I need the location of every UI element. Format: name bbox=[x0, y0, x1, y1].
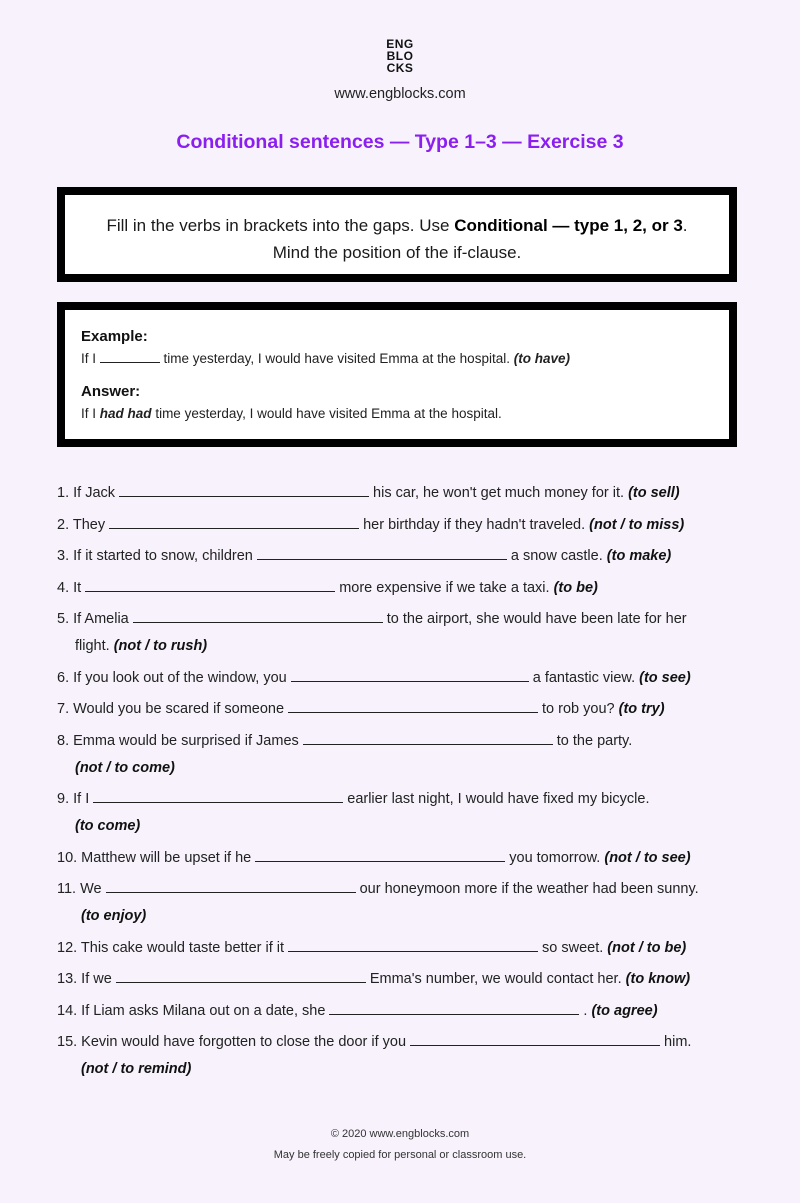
question-item bbox=[57, 512, 747, 539]
question-text-end: a snow castle. bbox=[510, 548, 603, 564]
question-text: 10. Matthew will be upset if he bbox=[57, 849, 252, 866]
answer-gap[interactable] bbox=[410, 1032, 660, 1046]
answer-gap[interactable] bbox=[329, 1001, 579, 1015]
question-text-end: you tomorrow. bbox=[509, 849, 601, 866]
question-text: 6. If you look out of the window, you bbox=[57, 669, 287, 686]
verb-hint: (to come) bbox=[75, 818, 141, 834]
logo-line: ENG bbox=[386, 37, 414, 51]
verb-hint: (not / to remind) bbox=[81, 1061, 192, 1077]
question-text: 14. If Liam asks Milana out on a date, she bbox=[57, 1002, 326, 1019]
question-text: 12. This cake would taste better if it bbox=[57, 939, 285, 956]
question-text-end: more expensive if we take a taxi. bbox=[339, 579, 550, 596]
answer-gap[interactable] bbox=[303, 731, 553, 745]
example-a-end: time yesterday, I would have visited Emma at the hospital. bbox=[155, 406, 502, 421]
question-text-end: to rob you? bbox=[542, 701, 615, 717]
question-item bbox=[57, 966, 747, 993]
instructions-text: Fill in the verbs in brackets into the gaps. Use bbox=[106, 216, 455, 235]
footer-copyright: © 2020 www.engblocks.com bbox=[330, 1128, 470, 1140]
question-text-end: a fantastic view. bbox=[532, 669, 636, 686]
question-item bbox=[57, 935, 747, 962]
answer-gap[interactable] bbox=[116, 969, 366, 983]
site-url: www.engblocks.com bbox=[334, 86, 466, 102]
question-item bbox=[57, 1029, 747, 1083]
instructions-text-end: . Mind the position of the if-clause. bbox=[272, 216, 688, 262]
question-text-end: earlier last night, I would have fixed my bicycle. bbox=[347, 791, 650, 807]
answer-gap[interactable] bbox=[257, 546, 507, 560]
example-a-start: If I bbox=[81, 406, 97, 421]
question-text-end: our honeymoon more if the weather had been sunny. bbox=[359, 881, 699, 897]
verb-hint: (to agree) bbox=[591, 1002, 658, 1019]
question-list bbox=[57, 480, 747, 1088]
verb-hint: (to know) bbox=[625, 971, 691, 987]
example-answer-word: had had bbox=[99, 406, 152, 421]
page-title: Conditional sentences — Type 1–3 — Exercise 3 bbox=[176, 131, 624, 153]
answer-gap[interactable] bbox=[93, 789, 343, 803]
question-item bbox=[57, 728, 747, 782]
question-text: 7. Would you be scared if someone bbox=[57, 701, 285, 717]
question-text: 9. If I bbox=[57, 791, 90, 807]
answer-gap[interactable] bbox=[119, 483, 369, 497]
verb-hint: (to enjoy) bbox=[81, 908, 147, 924]
example-q-start: If I bbox=[81, 351, 97, 366]
example-q-end: time yesterday, I would have visited Emma at the hospital. bbox=[163, 351, 510, 366]
question-text-end: Emma's number, we would contact her. bbox=[369, 971, 622, 987]
question-item bbox=[57, 480, 747, 507]
verb-hint: (to be) bbox=[553, 579, 598, 596]
question-item bbox=[57, 575, 747, 602]
question-item bbox=[57, 998, 747, 1025]
question-text: 11. We bbox=[57, 881, 102, 897]
verb-hint: (to try) bbox=[618, 701, 665, 717]
question-text: 13. If we bbox=[57, 971, 112, 987]
example-label: Example: bbox=[81, 328, 148, 345]
question-text-end: him. bbox=[664, 1034, 692, 1050]
question-text-end: her birthday if they hadn't traveled. bbox=[363, 516, 586, 533]
example-box bbox=[57, 302, 737, 447]
example-hint: (to have) bbox=[513, 351, 570, 366]
verb-hint: (not / to see) bbox=[604, 849, 691, 866]
answer-gap[interactable] bbox=[106, 879, 356, 893]
instructions-box bbox=[57, 187, 737, 282]
question-item bbox=[57, 786, 747, 840]
question-text-end: so sweet. bbox=[542, 939, 604, 956]
instructions-bold: Conditional — type 1, 2, or 3 bbox=[454, 216, 683, 235]
verb-hint: (to make) bbox=[606, 548, 672, 564]
verb-hint: (to sell) bbox=[628, 485, 680, 501]
question-text-end: his car, he won't get much money for it. bbox=[373, 485, 625, 501]
question-text-end: to the airport, she would have been late for her bbox=[386, 611, 687, 627]
question-item bbox=[57, 606, 747, 660]
logo-line: CKS bbox=[386, 61, 414, 75]
verb-hint: (to see) bbox=[639, 669, 691, 686]
verb-hint: (not / to rush) bbox=[113, 638, 208, 654]
verb-hint: (not / to be) bbox=[607, 939, 687, 956]
answer-gap[interactable] bbox=[288, 938, 538, 952]
answer-gap[interactable] bbox=[255, 848, 505, 862]
verb-hint: (not / to come) bbox=[75, 759, 175, 776]
question-text: 2. They bbox=[57, 516, 106, 533]
question-continuation: flight. bbox=[75, 638, 110, 654]
question-text: 5. If Amelia bbox=[57, 611, 129, 627]
question-item bbox=[57, 665, 747, 692]
question-text-end: to the party. bbox=[556, 732, 633, 749]
question-item bbox=[57, 696, 747, 723]
answer-gap[interactable] bbox=[133, 609, 383, 623]
answer-gap[interactable] bbox=[291, 668, 529, 682]
answer-gap[interactable] bbox=[85, 578, 335, 592]
footer-license: May be freely copied for personal or classroom use. bbox=[273, 1149, 527, 1161]
question-item bbox=[57, 845, 747, 872]
question-text: 3. If it started to snow, children bbox=[57, 548, 253, 564]
question-text: 8. Emma would be surprised if James bbox=[57, 732, 299, 749]
example-blank bbox=[100, 349, 160, 363]
question-text: 15. Kevin would have forgotten to close the door if you bbox=[57, 1034, 407, 1050]
logo-line: BLO bbox=[386, 49, 414, 63]
verb-hint: (not / to miss) bbox=[589, 516, 685, 533]
answer-label: Answer: bbox=[81, 383, 141, 400]
question-text-end: . bbox=[583, 1002, 588, 1019]
question-item bbox=[57, 876, 747, 930]
example-question bbox=[81, 348, 729, 370]
answer-gap[interactable] bbox=[109, 515, 359, 529]
question-text: 1. If Jack bbox=[57, 485, 116, 501]
engblocks-logo bbox=[380, 38, 420, 74]
question-text: 4. It bbox=[57, 579, 82, 596]
example-answer bbox=[81, 403, 729, 425]
answer-gap[interactable] bbox=[288, 699, 538, 713]
question-item bbox=[57, 543, 747, 570]
